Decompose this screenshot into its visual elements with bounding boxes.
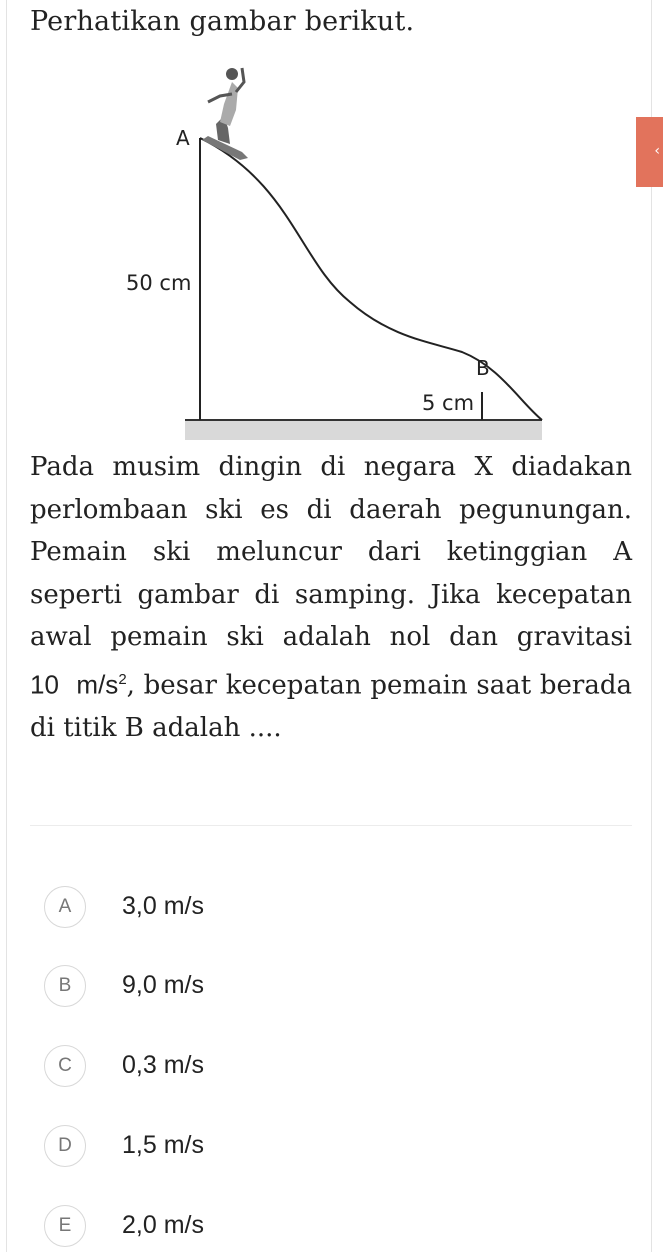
divider xyxy=(30,825,632,826)
option-d-label: 1,5 m/s xyxy=(122,1131,204,1159)
option-d[interactable] xyxy=(44,1125,604,1169)
slope-curve xyxy=(200,138,542,420)
question-text-part1: Pada musim dingin di negara X diadakan perlombaan ski es di daerah pegunungan. Pemain ski meluncur dari ketinggian A seperti gambar di samping. Jika kecepatan awal pemain ski adalah nol dan gravitasi xyxy=(30,452,632,652)
height-label-b: 5 cm xyxy=(422,391,475,415)
gravity-exponent: 2 xyxy=(118,670,127,688)
option-b-radio[interactable]: B xyxy=(44,965,86,1007)
gravity-unit: m/s xyxy=(76,669,119,700)
option-b[interactable] xyxy=(44,965,604,1009)
option-a-radio[interactable]: A xyxy=(44,886,86,928)
label-b: B xyxy=(476,356,490,380)
option-e-label: 2,0 m/s xyxy=(122,1211,204,1239)
option-b-label: 9,0 m/s xyxy=(122,971,204,999)
option-a-label: 3,0 m/s xyxy=(122,892,204,920)
height-label-a: 50 cm xyxy=(126,271,192,295)
side-panel-tab[interactable] xyxy=(636,117,663,187)
question-header: Perhatikan gambar berikut. xyxy=(30,6,415,37)
gravity-value: 10 xyxy=(30,669,59,700)
question-text xyxy=(30,446,632,749)
option-e[interactable] xyxy=(44,1205,604,1249)
option-c-radio[interactable]: C xyxy=(44,1045,86,1087)
option-c[interactable] xyxy=(44,1045,604,1089)
skier-figure xyxy=(202,68,248,160)
label-a: A xyxy=(176,126,190,150)
option-a[interactable] xyxy=(44,886,604,930)
chevron-left-icon: ‹ xyxy=(654,143,660,159)
ground xyxy=(185,420,542,440)
option-e-radio[interactable]: E xyxy=(44,1205,86,1247)
option-d-radio[interactable]: D xyxy=(44,1125,86,1167)
ski-slope-figure xyxy=(90,52,560,447)
left-border xyxy=(6,0,7,1252)
option-c-label: 0,3 m/s xyxy=(122,1051,204,1079)
right-border xyxy=(651,0,652,1252)
question-text-part2: , besar kecepatan pemain saat berada di titik B adalah .... xyxy=(30,670,633,743)
